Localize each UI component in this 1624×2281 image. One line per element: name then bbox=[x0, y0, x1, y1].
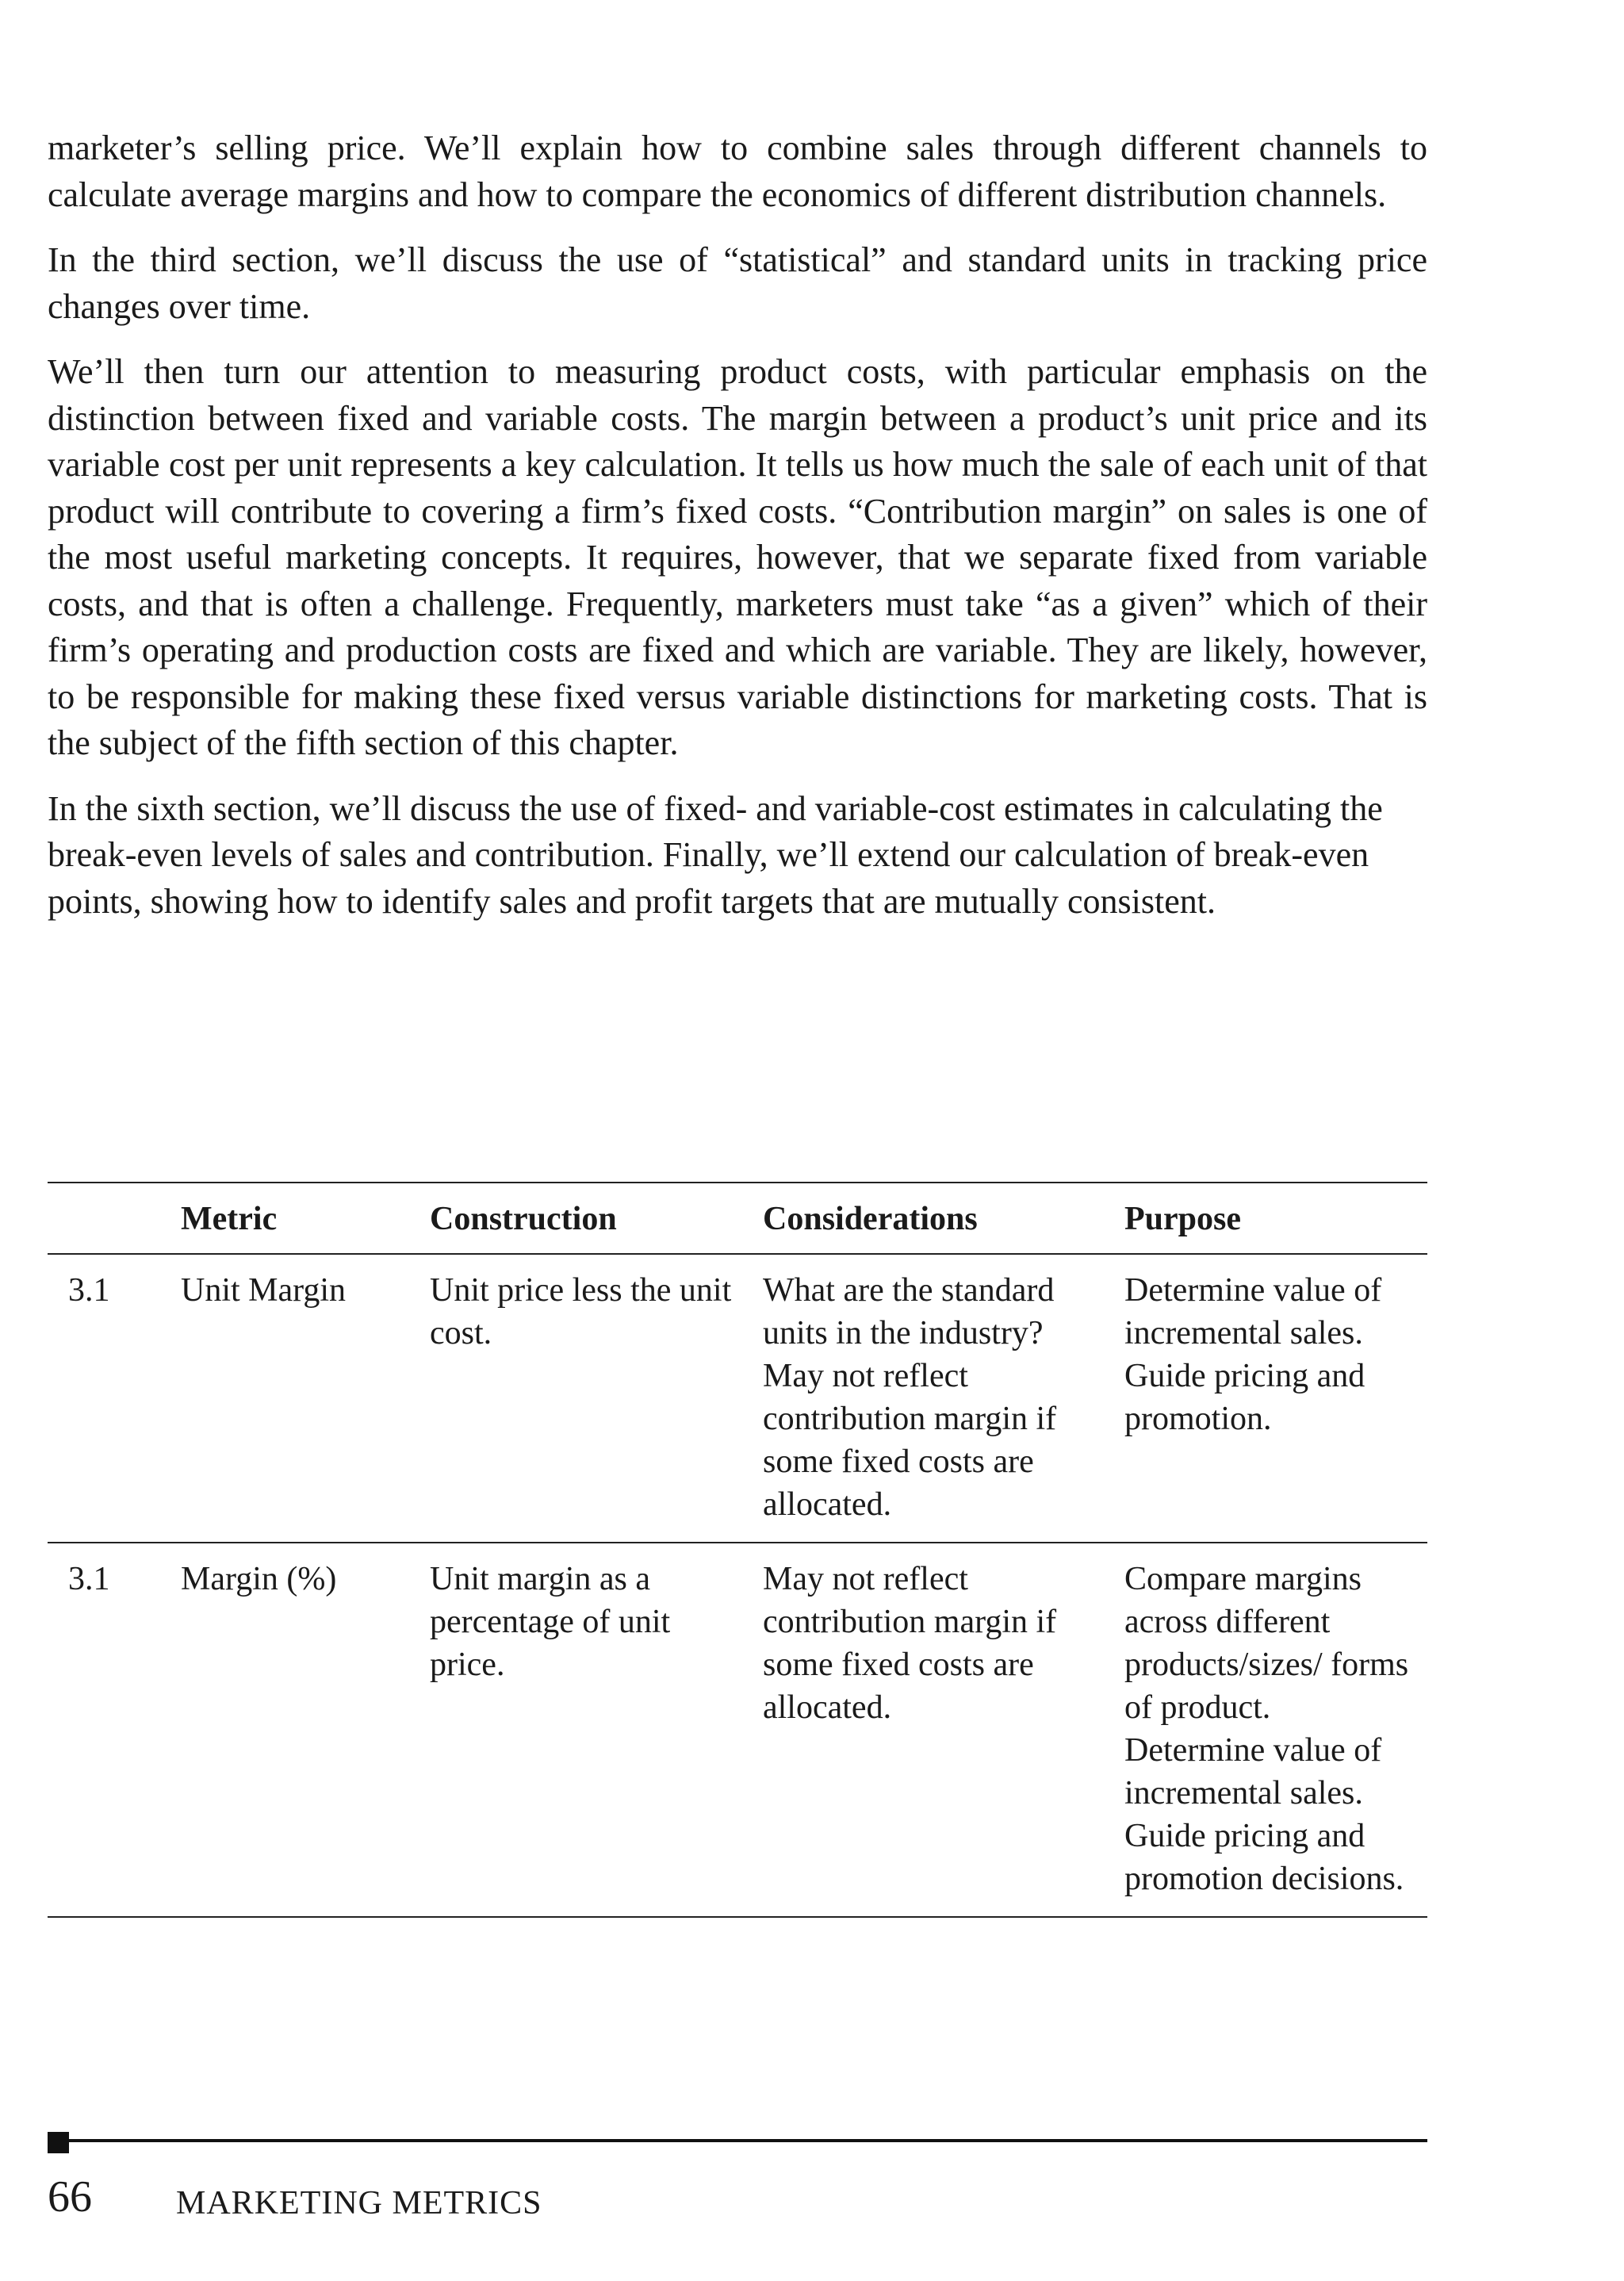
row-metric: Margin (%) bbox=[181, 1543, 430, 1917]
page-number: 66 bbox=[48, 2172, 92, 2222]
header-metric: Metric bbox=[181, 1183, 430, 1254]
metrics-table bbox=[48, 1182, 1427, 1918]
paragraph-1: marketer’s selling price. We’ll explain how to combine sales through different channels to calculate average margins and how to compare the economics of different distribution channels. bbox=[48, 128, 1427, 214]
paragraph-4: In the sixth section, we’ll discuss the use of fixed- and variable-cost estimates in calculating the break-even levels of sales and contribution. Finally, we’ll extend our calculation of break-even points, showing how to identify sales and profit targets that are mutually consistent. bbox=[48, 788, 1383, 921]
header-ref bbox=[48, 1183, 181, 1254]
table-row bbox=[48, 1543, 1427, 1917]
row-purpose: Compare margins across different products/sizes/ forms of product. Determine value of incremental sales. Guide pricing and promotion decisions. bbox=[1124, 1543, 1427, 1917]
header-purpose: Purpose bbox=[1124, 1183, 1427, 1254]
row-ref: 3.1 bbox=[48, 1543, 181, 1917]
header-construction: Construction bbox=[430, 1183, 763, 1254]
table-row bbox=[48, 1254, 1427, 1543]
paragraph-3: We’ll then turn our attention to measuring product costs, with particular emphasis on the distinction between fixed and variable costs. The margin between a product’s unit price and its variable cost per unit represents a key calculation. It tells us how much the sale of each unit of that product will contribute to covering a firm’s fixed costs. “Contribution margin” on sales is one of the most useful marketing concepts. It requires, however, that we separate fixed from variable costs, and that is often a challenge. Frequently, marketers must take “as a given” which of their firm’s operating and production costs are fixed and which are variable. They are likely, however, to be responsible for making these fixed versus variable distinctions for marketing costs. That is the subject of the fifth section of this chapter. bbox=[48, 352, 1427, 762]
row-considerations: What are the standard units in the industry? May not reflect contribution margin if some fixed costs are allocated. bbox=[763, 1254, 1124, 1543]
header-considerations: Considerations bbox=[763, 1183, 1124, 1254]
row-construction: Unit price less the unit cost. bbox=[430, 1254, 763, 1543]
footer-rule bbox=[48, 2139, 1427, 2142]
paragraph-2: In the third section, we’ll discuss the use of “statistical” and standard units in tracking price changes over time. bbox=[48, 240, 1427, 326]
row-ref: 3.1 bbox=[48, 1254, 181, 1543]
row-metric: Unit Margin bbox=[181, 1254, 430, 1543]
row-purpose: Determine value of incremental sales. Guide pricing and promotion. bbox=[1124, 1254, 1427, 1543]
footer-square-marker bbox=[48, 2132, 69, 2153]
running-head: MARKETING METRICS bbox=[176, 2185, 542, 2222]
row-construction: Unit margin as a percentage of unit price. bbox=[430, 1543, 763, 1917]
table-header-row bbox=[48, 1183, 1427, 1254]
row-considerations: May not reflect contribution margin if some fixed costs are allocated. bbox=[763, 1543, 1124, 1917]
body-text bbox=[48, 125, 1427, 944]
